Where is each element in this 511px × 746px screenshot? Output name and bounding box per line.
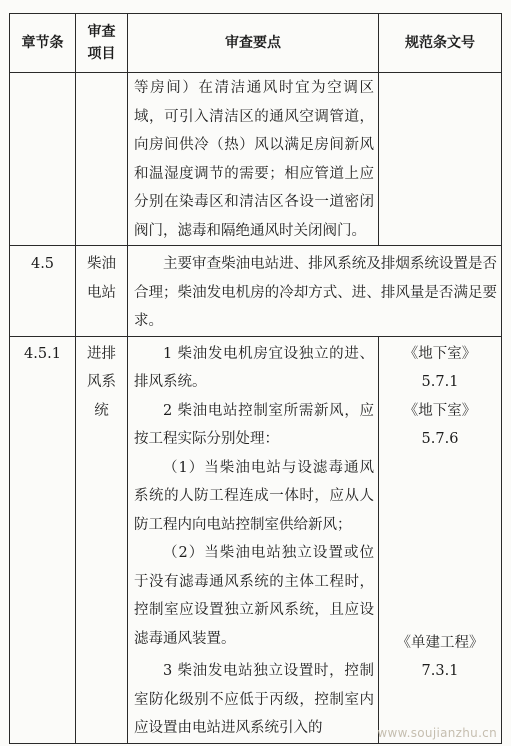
code-line: 5.7.1 <box>421 374 459 390</box>
item-text: 进排 风系 统 <box>87 345 116 419</box>
point-paragraph: 3 柴油发电站独立设置时，控制室防化级别不应低于丙级，控制室内应设置由电站进风系统引入的 <box>134 663 374 736</box>
code-line: 《地下室》 <box>403 402 477 419</box>
header-review-item-text: 审查 项目 <box>87 24 116 62</box>
standards-review-table <box>9 13 502 744</box>
item-cell <box>76 73 128 246</box>
code-line: 7.3.1 <box>421 663 459 679</box>
points-cell <box>128 336 379 743</box>
header-review-item <box>76 14 128 73</box>
item-text: 柴油 电站 <box>87 256 116 301</box>
code-line: 《地下室》 <box>403 345 477 362</box>
code-line: 《单建工程》 <box>396 634 484 651</box>
points-cell <box>128 73 379 246</box>
table-header-row <box>10 14 502 73</box>
header-code-number: 规范条文号 <box>379 14 502 73</box>
point-paragraph: （1）当柴油电站与设滤毒通风系统的人防工程连成一体时，应从人防工程内向电站控制室供给新风； <box>134 459 374 533</box>
header-review-points: 审查要点 <box>128 14 379 73</box>
table-row <box>10 336 502 743</box>
code-cell <box>379 73 502 246</box>
point-paragraph: （2）当柴油电站独立设置或位于没有滤毒通风系统的主体工程时，控制室应设置独立新风系统，且应设滤毒通风装置。 <box>134 545 374 647</box>
points-cell <box>128 246 502 337</box>
section-cell: 4.5.1 <box>10 336 76 743</box>
table-row <box>10 246 502 337</box>
code-cell <box>379 336 502 743</box>
point-paragraph: 2 柴油电站控制室所需新风，应按工程实际分别处理： <box>134 402 374 447</box>
item-cell <box>76 336 128 743</box>
point-paragraph: 1 柴油发电机房宜设独立的进、排风系统。 <box>134 345 374 390</box>
table-row <box>10 73 502 246</box>
section-cell: 4.5 <box>10 246 76 337</box>
header-section: 章节条 <box>10 14 76 73</box>
section-cell <box>10 73 76 246</box>
point-paragraph: 主要审查柴油电站进、排风系统及排烟系统设置是否合理；柴油发电机房的冷却方式、进、排风量是否满足要求。 <box>134 256 497 329</box>
site-watermark: www.soujianzhu.cn <box>377 726 497 740</box>
item-cell <box>76 246 128 337</box>
point-paragraph: 等房间）在清洁通风时宜为空调区域，可引入清洁区的通风空调管道，向房间供冷（热）风以满足房间新风和温湿度调节的需要；相应管道上应分别在染毒区和清洁区各设一道密闭阀门，滤毒和隔绝通风时关闭阀门。 <box>134 80 374 239</box>
code-line: 5.7.6 <box>421 431 459 447</box>
